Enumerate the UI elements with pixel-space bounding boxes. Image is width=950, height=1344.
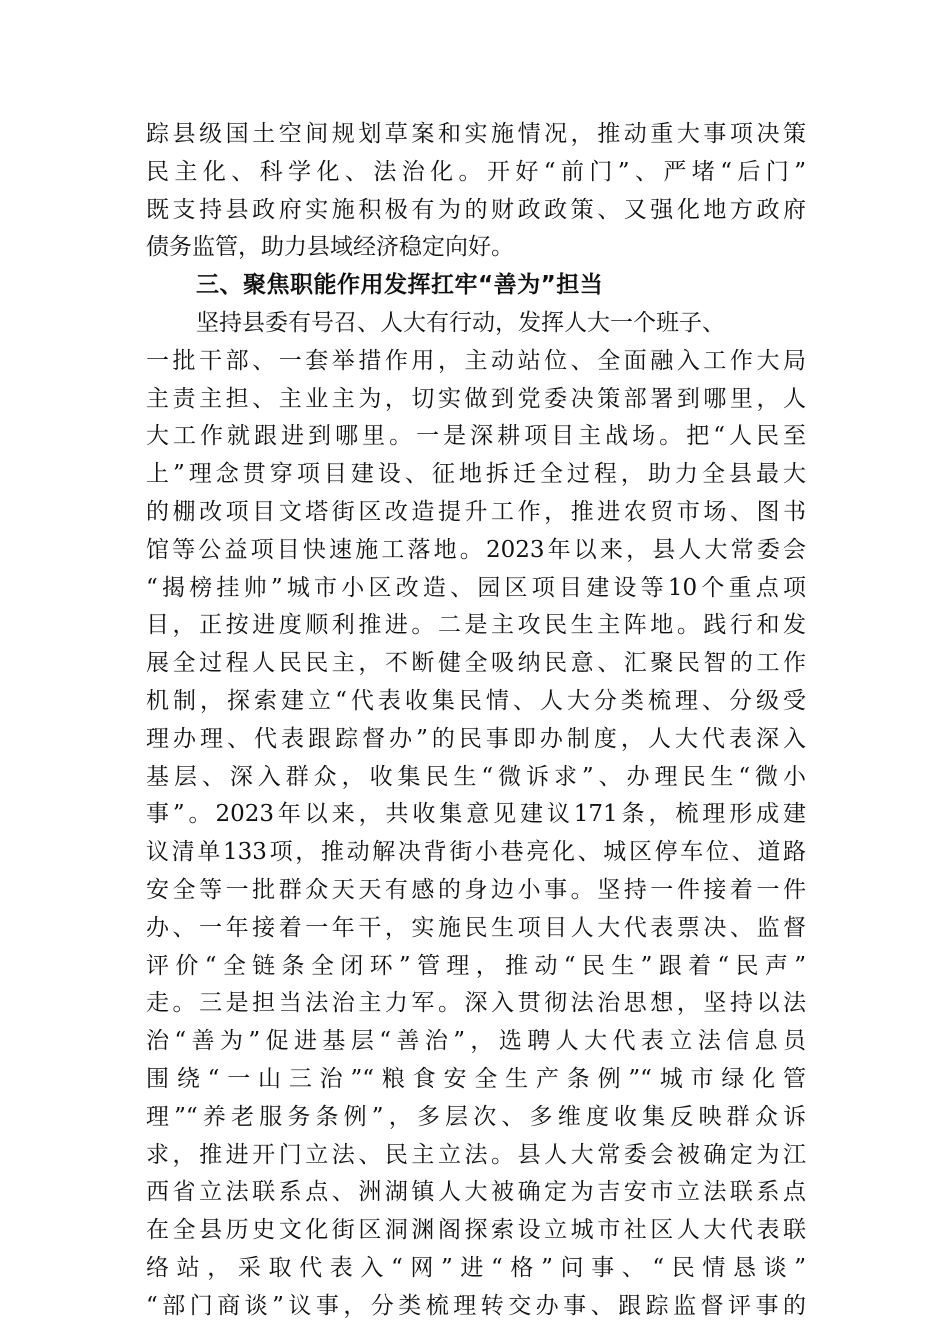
paragraph-line: 安全等一批群众天天有感的身边小事。坚持一件接着一件 xyxy=(146,876,806,903)
paragraph-line: 上”理念贯穿项目建设、征地拆迁全过程，助力全县最大 xyxy=(146,461,806,488)
paragraph-line: 展全过程人民民主，不断健全吸纳民意、汇聚民智的工作 xyxy=(146,650,806,677)
paragraph-line: 络站，采取代表入“网”进“格”问事、“民情恳谈” xyxy=(146,1254,806,1281)
paragraph-line: 理办理、代表跟踪督办”的民事即办制度，人大代表深入 xyxy=(146,725,806,752)
paragraph-line: 机制，探索建立“代表收集民情、人大分类梳理、分级受 xyxy=(146,687,806,714)
paragraph-line: 踪县级国土空间规划草案和实施情况，推动重大事项决策 xyxy=(146,121,806,147)
paragraph-line: 治“善为”促进基层“善治”，选聘人大代表立法信息员 xyxy=(146,1028,806,1055)
paragraph-line: 债务监管，助力县域经济稳定向好。 xyxy=(146,234,514,261)
paragraph-line: 办、一年接着一年干，实施民生项目人大代表票决、监督 xyxy=(146,914,806,941)
paragraph-line: 大工作就跟进到哪里。一是深耕项目主战场。把“人民至 xyxy=(146,423,806,450)
paragraph-line: “部门商谈”议事，分类梳理转交办事、跟踪监督评事的 xyxy=(146,1292,806,1319)
paragraph-line: 既支持县政府实施积极有为的财政政策、又强化地方政府 xyxy=(146,196,806,223)
paragraph-line: 基层、深入群众，收集民生“微诉求”、办理民生“微小 xyxy=(146,763,806,790)
paragraph-line: 走。三是担当法治主力军。深入贯彻法治思想，坚持以法 xyxy=(146,990,806,1017)
paragraph-line: “揭榜挂帅”城市小区改造、园区项目建设等10个重点项 xyxy=(146,574,806,601)
paragraph-line: 评价“全链条全闭环”管理，推动“民生”跟着“民声” xyxy=(146,952,806,979)
paragraph-line: 目，正按进度顺利推进。二是主攻民生主阵地。践行和发 xyxy=(146,612,806,639)
paragraph-line: 的棚改项目文塔街区改造提升工作，推进农贸市场、图书 xyxy=(146,498,806,525)
document-body xyxy=(146,116,806,1326)
paragraph-line: 事”。2023年以来，共收集意见建议171条，梳理形成建 xyxy=(146,801,806,828)
paragraph-line: 理”“养老服务条例”，多层次、多维度收集反映群众诉 xyxy=(146,1103,806,1130)
paragraph-line: 馆等公益项目快速施工落地。2023年以来，县人大常委会 xyxy=(146,536,806,563)
paragraph-line: 议清单133项，推动解决背街小巷亮化、城区停车位、道路 xyxy=(146,839,806,866)
paragraph-line: 坚持县委有号召、人大有行动，发挥人大一个班子、 xyxy=(196,309,725,336)
paragraph-line: 民主化、科学化、法治化。开好“前门”、严堵“后门” xyxy=(146,158,806,185)
paragraph-line: 西省立法联系点、洲湖镇人大被确定为吉安市立法联系点 xyxy=(146,1179,806,1206)
paragraph-line: 主责主担、主业主为，切实做到党委决策部署到哪里，人 xyxy=(146,385,806,412)
paragraph-line: 求，推进开门立法、民主立法。县人大常委会被确定为江 xyxy=(146,1141,806,1168)
paragraph-line: 围绕“一山三治”“粮食安全生产条例”“城市绿化管 xyxy=(146,1065,806,1092)
section-heading: 三、聚焦职能作用发挥扛牢“善为”担当 xyxy=(196,272,604,299)
paragraph-line: 在全县历史文化街区洞渊阁探索设立城市社区人大代表联 xyxy=(146,1217,806,1244)
paragraph-line: 一批干部、一套举措作用，主动站位、全面融入工作大局 xyxy=(146,347,806,374)
